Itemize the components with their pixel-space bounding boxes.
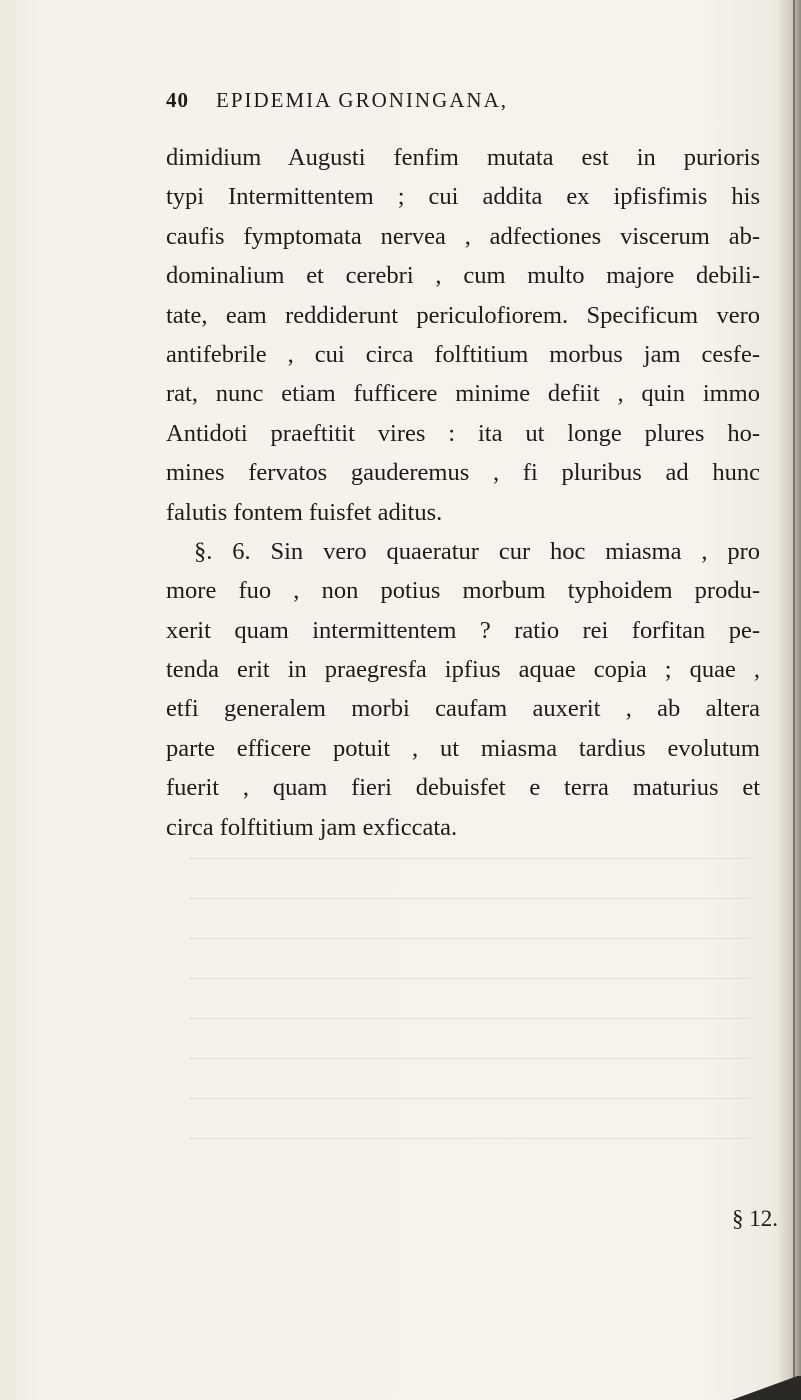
text-line: mines fervatos gauderemus , fi pluribus ad hunc (166, 459, 760, 487)
page-gutter-shadow (779, 0, 801, 1400)
show-through-line (190, 1018, 750, 1039)
binding-edge (793, 0, 795, 1400)
text-line: falutis fontem fuisfet aditus. (166, 498, 443, 526)
text-line: dimidium Augusti fenfim mutata est in purioris (166, 144, 760, 171)
section-start-line: §. 6. Sin vero quaeratur cur hoc miasma , pro (194, 537, 760, 565)
text-line: tenda erit in praegresfa ipfius aquae copia ; quae , (166, 656, 760, 684)
text-line: tate, eam reddiderunt periculofiorem. Specificum vero (166, 301, 760, 329)
page-number: 40 (166, 88, 189, 112)
text-line: parte efficere potuit , ut miasma tardius evolutum (166, 734, 760, 762)
text-line: etfi generalem morbi caufam auxerit , ab altera (166, 695, 760, 723)
show-through-line (190, 978, 750, 999)
text-line: rat, nunc etiam fufficere minime defiit , quin immo (166, 380, 760, 408)
text-line: dominalium et cerebri , cum multo majore debili- (166, 262, 760, 290)
show-through-line (190, 938, 750, 959)
text-line: caufis fymptomata nervea , adfectiones viscerum ab- (166, 222, 760, 250)
show-through-line (190, 1138, 750, 1159)
show-through-line (190, 1058, 750, 1079)
running-title: EPIDEMIA GRONINGANA, (216, 88, 508, 112)
show-through-line (190, 1098, 750, 1119)
page-corner-shadow (711, 1376, 801, 1400)
text-line: antifebrile , cui circa folftitium morbus jam cesfe- (166, 340, 760, 368)
text-line: Antidoti praeftitit vires : ita ut longe plures ho- (166, 419, 760, 447)
catchword: § 12. (732, 1206, 778, 1231)
running-head (166, 88, 746, 118)
text-line: typi Intermittentem ; cui addita ex ipfisfimis his (166, 183, 760, 211)
body-text (166, 138, 760, 847)
text-line: xerit quam intermittentem ? ratio rei forfitan pe- (166, 616, 760, 644)
show-through-line (190, 858, 750, 879)
text-line: circa folftitium jam exficcata. (166, 813, 458, 841)
text-line: more fuo , non potius morbum typhoidem produ- (166, 577, 760, 605)
show-through-line (190, 898, 750, 919)
text-line: fuerit , quam fieri debuisfet e terra maturius et (166, 774, 760, 802)
